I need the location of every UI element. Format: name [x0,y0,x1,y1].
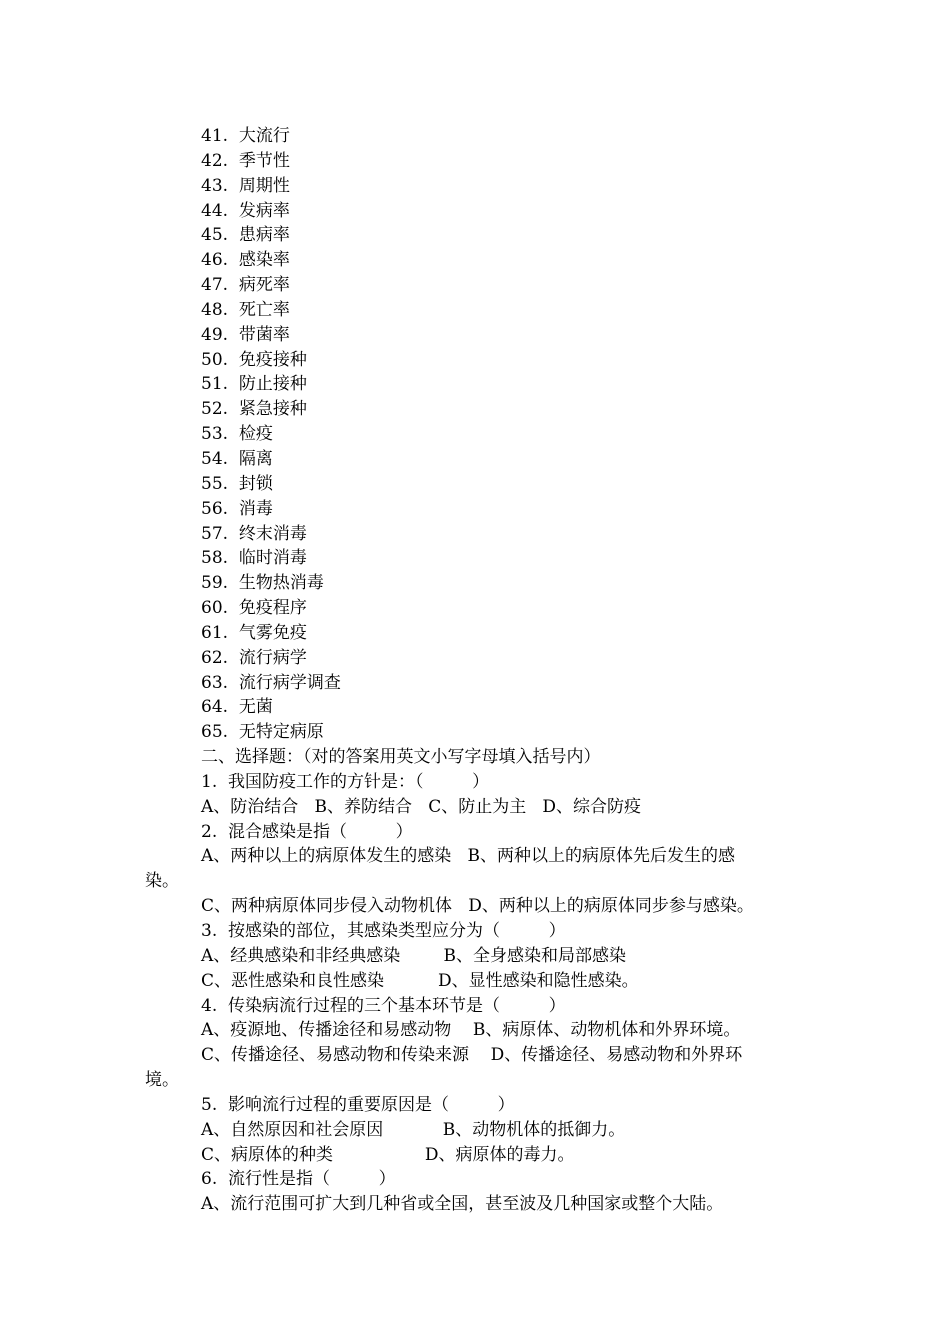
question-6-option-a: A、流行范围可扩大到几种省或全国，甚至波及几种国家或整个大陆。 [201,1194,724,1215]
question-4-options-cd-continued: 境。 [145,1070,179,1091]
question-4-options-cd: C、传播途径、易感动物和传染来源 D、传播途径、易感动物和外界环 [201,1045,743,1066]
question-2-options-ab-continued: 染。 [145,871,179,892]
term-item: 44. 发病率 [201,200,290,221]
term-item: 63. 流行病学调查 [201,672,341,693]
term-item: 62. 流行病学 [201,647,307,668]
term-item: 53. 检疫 [201,424,273,445]
question-list [145,770,815,1217]
question-1: 1. 我国防疫工作的方针是：（ ） [201,771,490,792]
term-item: 48. 死亡率 [201,299,290,320]
term-item: 45. 患病率 [201,225,290,246]
term-list [145,124,815,745]
term-item: 49. 带菌率 [201,324,290,345]
question-3-options-ab: A、经典感染和非经典感染 B、全身感染和局部感染 [201,945,626,966]
term-item: 58. 临时消毒 [201,548,307,569]
term-item: 43. 周期性 [201,175,290,196]
section-heading: 二、选择题：（对的答案用英文小写字母填入括号内） [201,747,601,768]
question-2-options-ab: A、两种以上的病原体发生的感染 B、两种以上的病原体先后发生的感 [201,846,735,867]
question-4: 4. 传染病流行过程的三个基本环节是（ ） [201,995,566,1016]
question-6: 6. 流行性是指（ ） [201,1169,396,1190]
term-item: 50. 免疫接种 [201,349,307,370]
term-item: 41. 大流行 [201,126,290,146]
term-item: 65. 无特定病原 [201,722,324,743]
term-item: 64. 无菌 [201,697,273,718]
question-4-options-ab: A、疫源地、传播途径和易感动物 B、病原体、动物机体和外界环境。 [201,1020,741,1041]
term-item: 57. 终末消毒 [201,523,307,544]
term-item: 42. 季节性 [201,150,290,171]
term-item: 47. 病死率 [201,275,290,296]
question-2: 2. 混合感染是指（ ） [201,821,413,842]
term-item: 61. 气雾免疫 [201,622,307,643]
term-item: 55. 封锁 [201,473,273,494]
question-1-options: A、防治结合 B、养防结合 C、防止为主 D、综合防疫 [201,796,642,817]
document-body [145,124,815,1217]
question-5-options-cd: C、病原体的种类 D、病原体的毒力。 [201,1144,575,1165]
term-item: 60. 免疫程序 [201,598,307,619]
term-item: 51. 防止接种 [201,374,307,395]
question-5: 5. 影响流行过程的重要原因是（ ） [201,1094,515,1115]
term-item: 52. 紧急接种 [201,399,307,420]
question-5-options-ab: A、自然原因和社会原因 B、动物机体的抵御力。 [201,1119,626,1140]
question-2-options-cd: C、两种病原体同步侵入动物机体 D、两种以上的病原体同步参与感染。 [201,896,754,917]
term-item: 59. 生物热消毒 [201,573,324,594]
term-item: 54. 隔离 [201,448,273,469]
term-item: 46. 感染率 [201,250,290,271]
term-item: 56. 消毒 [201,498,273,519]
question-3: 3. 按感染的部位，其感染类型应分为（ ） [201,921,566,941]
question-3-options-cd: C、恶性感染和良性感染 D、显性感染和隐性感染。 [201,970,639,991]
